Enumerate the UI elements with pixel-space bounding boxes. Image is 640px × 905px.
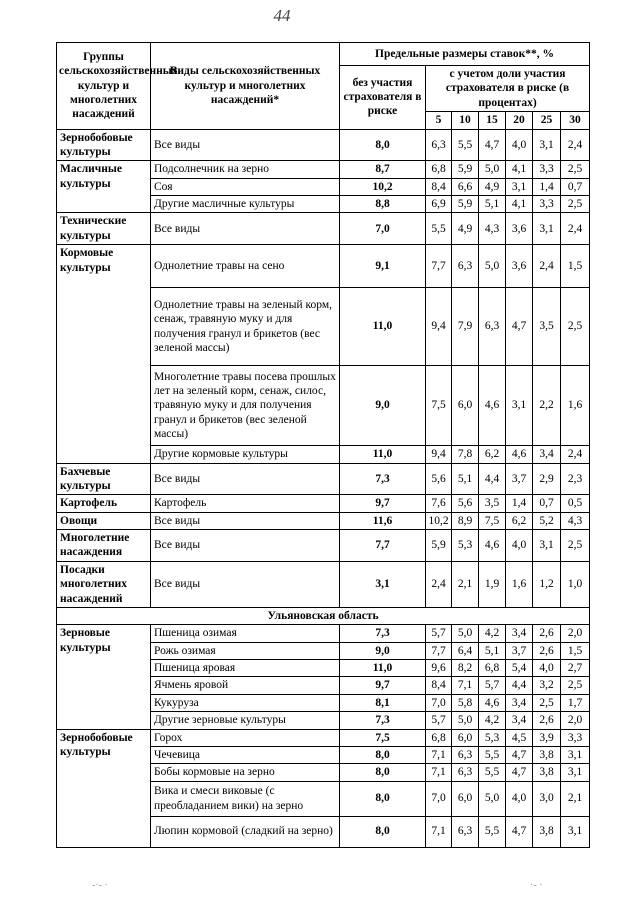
- rate-share-15: 5,5: [479, 816, 506, 847]
- crop-name: Однолетние травы на зеленый корм, сенаж, травяную муку и для получения гранул и брикетов (вес зеленой массы): [151, 288, 340, 366]
- table-row: [57, 161, 590, 178]
- rate-share-5: 9,6: [426, 660, 452, 677]
- rate-share-25: 1,4: [533, 178, 561, 195]
- rate-share-15: 5,1: [479, 196, 506, 213]
- rate-share-5: 5,7: [426, 625, 452, 642]
- rate-share-30: 3,1: [561, 764, 590, 781]
- rate-share-5: 7,7: [426, 642, 452, 659]
- rate-share-20: 5,4: [506, 660, 533, 677]
- base-rate: 3,1: [340, 561, 426, 607]
- header-share-5: 5: [426, 112, 452, 129]
- rate-share-5: 6,8: [426, 161, 452, 178]
- rate-share-10: 5,1: [452, 463, 479, 495]
- rate-share-20: 3,4: [506, 694, 533, 711]
- rate-share-20: 3,6: [506, 213, 533, 245]
- header-share-25: 25: [533, 112, 561, 129]
- rate-share-30: 3,1: [561, 746, 590, 763]
- rate-share-5: 9,4: [426, 288, 452, 366]
- base-rate: 9,7: [340, 495, 426, 512]
- rate-share-20: 3,4: [506, 625, 533, 642]
- rate-share-5: 7,1: [426, 764, 452, 781]
- rate-share-5: 5,7: [426, 712, 452, 729]
- header-base-column: без участия страхователя в риске: [340, 66, 426, 130]
- base-rate: 11,0: [340, 660, 426, 677]
- rate-share-30: 4,3: [561, 512, 590, 529]
- rate-share-25: 3,1: [533, 213, 561, 245]
- rate-share-25: 2,9: [533, 463, 561, 495]
- base-rate: 8,8: [340, 196, 426, 213]
- rate-share-20: 4,7: [506, 288, 533, 366]
- base-rate: 9,0: [340, 642, 426, 659]
- rate-share-15: 6,2: [479, 446, 506, 463]
- base-rate: 8,0: [340, 746, 426, 763]
- rate-share-25: 1,2: [533, 561, 561, 607]
- rate-share-10: 7,8: [452, 446, 479, 463]
- rate-share-5: 6,9: [426, 196, 452, 213]
- rate-share-30: 2,4: [561, 446, 590, 463]
- header-rates-title: Предельные размеры ставок**, %: [340, 43, 590, 66]
- rate-share-20: 3,1: [506, 366, 533, 446]
- rate-share-10: 2,1: [452, 561, 479, 607]
- rate-share-15: 4,4: [479, 463, 506, 495]
- rate-share-30: 2,4: [561, 129, 590, 161]
- rate-share-20: 3,7: [506, 642, 533, 659]
- table-row: [57, 213, 590, 245]
- rate-share-25: 3,0: [533, 781, 561, 816]
- rate-share-30: 1,6: [561, 366, 590, 446]
- rate-share-25: 2,6: [533, 625, 561, 642]
- rate-share-10: 5,9: [452, 161, 479, 178]
- table-row: [57, 561, 590, 607]
- rate-share-5: 7,1: [426, 746, 452, 763]
- rate-share-10: 6,3: [452, 245, 479, 288]
- base-rate: 7,3: [340, 625, 426, 642]
- crop-name: Все виды: [151, 463, 340, 495]
- rate-share-25: 3,1: [533, 530, 561, 562]
- rate-share-30: 1,5: [561, 642, 590, 659]
- crop-name: Горох: [151, 729, 340, 746]
- base-rate: 8,0: [340, 129, 426, 161]
- crop-name: Ячмень яровой: [151, 677, 340, 694]
- rate-share-15: 5,5: [479, 764, 506, 781]
- table-row: [57, 245, 590, 288]
- rate-share-15: 5,0: [479, 245, 506, 288]
- insurance-rates-table: [56, 42, 590, 848]
- rate-share-30: 0,7: [561, 178, 590, 195]
- rate-share-20: 4,5: [506, 729, 533, 746]
- rate-share-10: 4,9: [452, 213, 479, 245]
- crop-name: Рожь озимая: [151, 642, 340, 659]
- rate-share-30: 2,0: [561, 625, 590, 642]
- rate-share-30: 2,3: [561, 463, 590, 495]
- rate-share-20: 3,7: [506, 463, 533, 495]
- rate-share-25: 3,4: [533, 446, 561, 463]
- rate-share-5: 6,8: [426, 729, 452, 746]
- rate-share-30: 2,4: [561, 213, 590, 245]
- rate-share-5: 6,3: [426, 129, 452, 161]
- crop-name: Многолетние травы посева прошлых лет на зеленый корм, сенаж, силос, травяную муку и для получения гранул и брикетов (вес зеленой массы): [151, 366, 340, 446]
- rate-share-10: 6,3: [452, 764, 479, 781]
- rate-share-5: 7,5: [426, 366, 452, 446]
- rate-share-15: 5,0: [479, 161, 506, 178]
- rate-share-25: 3,9: [533, 729, 561, 746]
- rate-share-25: 5,2: [533, 512, 561, 529]
- crop-name: Все виды: [151, 512, 340, 529]
- crop-name: Другие кормовые культуры: [151, 446, 340, 463]
- rate-share-10: 7,9: [452, 288, 479, 366]
- rate-share-30: 1,0: [561, 561, 590, 607]
- rate-share-5: 5,6: [426, 463, 452, 495]
- rate-share-30: 0,5: [561, 495, 590, 512]
- rate-share-25: 3,8: [533, 746, 561, 763]
- rate-share-20: 3,1: [506, 178, 533, 195]
- base-rate: 7,5: [340, 729, 426, 746]
- rate-share-20: 4,7: [506, 764, 533, 781]
- rate-share-5: 7,0: [426, 694, 452, 711]
- rate-share-20: 4,7: [506, 746, 533, 763]
- rate-share-15: 6,3: [479, 288, 506, 366]
- rate-share-10: 6,0: [452, 366, 479, 446]
- rate-share-30: 2,7: [561, 660, 590, 677]
- crop-name: Люпин кормовой (сладкий на зерно): [151, 816, 340, 847]
- table-row: [57, 495, 590, 512]
- rate-share-5: 2,4: [426, 561, 452, 607]
- group-name: Бахчевые культуры: [57, 463, 151, 495]
- base-rate: 9,1: [340, 245, 426, 288]
- rate-share-10: 5,8: [452, 694, 479, 711]
- base-rate: 7,7: [340, 530, 426, 562]
- header-crop-column: Виды сельскохозяйственных культур и многолетних насаждений*: [151, 43, 340, 130]
- crop-name: Все виды: [151, 213, 340, 245]
- base-rate: 8,0: [340, 764, 426, 781]
- rate-share-15: 5,5: [479, 746, 506, 763]
- rate-share-10: 8,2: [452, 660, 479, 677]
- rate-share-10: 7,1: [452, 677, 479, 694]
- table-row: [57, 512, 590, 529]
- base-rate: 9,0: [340, 366, 426, 446]
- rate-share-10: 6,0: [452, 781, 479, 816]
- base-rate: 8,0: [340, 781, 426, 816]
- table-row: [57, 530, 590, 562]
- header-share-10: 10: [452, 112, 479, 129]
- rate-share-30: 2,5: [561, 288, 590, 366]
- rate-share-25: 3,2: [533, 677, 561, 694]
- table-body: [57, 129, 590, 847]
- crop-name: Однолетние травы на сено: [151, 245, 340, 288]
- group-name: Посадки многолетних насаждений: [57, 561, 151, 607]
- base-rate: 11,0: [340, 288, 426, 366]
- page-number: 44: [273, 6, 291, 25]
- rate-share-10: 5,6: [452, 495, 479, 512]
- header-group-column: Группы сельскохозяйственных культур и многолетних насаждений: [57, 43, 151, 130]
- rate-share-10: 5,9: [452, 196, 479, 213]
- group-name: Овощи: [57, 512, 151, 529]
- rate-share-5: 7,6: [426, 495, 452, 512]
- group-name: Зернобобовые культуры: [57, 729, 151, 847]
- base-rate: 11,6: [340, 512, 426, 529]
- rate-share-30: 2,1: [561, 781, 590, 816]
- table-row: [57, 625, 590, 642]
- crop-name: Другие масличные культуры: [151, 196, 340, 213]
- table-row: [57, 129, 590, 161]
- rate-share-30: 2,5: [561, 677, 590, 694]
- crop-name: Пшеница яровая: [151, 660, 340, 677]
- rate-share-15: 4,2: [479, 712, 506, 729]
- rate-share-30: 2,0: [561, 712, 590, 729]
- crop-name: Бобы кормовые на зерно: [151, 764, 340, 781]
- rate-share-20: 4,7: [506, 816, 533, 847]
- header-share-20: 20: [506, 112, 533, 129]
- table-row: [57, 729, 590, 746]
- rate-share-15: 5,0: [479, 781, 506, 816]
- base-rate: 8,1: [340, 694, 426, 711]
- header-share-30: 30: [561, 112, 590, 129]
- rate-share-25: 2,6: [533, 712, 561, 729]
- rate-share-15: 6,8: [479, 660, 506, 677]
- rate-share-25: 4,0: [533, 660, 561, 677]
- rate-share-25: 0,7: [533, 495, 561, 512]
- base-rate: 10,2: [340, 178, 426, 195]
- rate-share-30: 2,5: [561, 161, 590, 178]
- group-name: Технические культуры: [57, 213, 151, 245]
- group-name: Зерновые культуры: [57, 625, 151, 729]
- crop-name: Все виды: [151, 530, 340, 562]
- rate-share-20: 4,0: [506, 129, 533, 161]
- rate-share-10: 5,0: [452, 712, 479, 729]
- rate-share-10: 6,4: [452, 642, 479, 659]
- rate-share-20: 4,6: [506, 446, 533, 463]
- base-rate: 8,0: [340, 816, 426, 847]
- rate-share-15: 1,9: [479, 561, 506, 607]
- group-name: Масличные культуры: [57, 161, 151, 213]
- rate-share-30: 1,5: [561, 245, 590, 288]
- region-title: Ульяновская область: [57, 607, 590, 624]
- rate-share-15: 3,5: [479, 495, 506, 512]
- rate-share-5: 9,4: [426, 446, 452, 463]
- rate-share-10: 6,3: [452, 816, 479, 847]
- crop-name: Подсолнечник на зерно: [151, 161, 340, 178]
- rate-share-15: 4,3: [479, 213, 506, 245]
- header-share-title: с учетом доли участия страхователя в риске (в процентах): [426, 66, 590, 112]
- rate-share-25: 3,8: [533, 816, 561, 847]
- header-share-15: 15: [479, 112, 506, 129]
- crop-name: Все виды: [151, 129, 340, 161]
- rate-share-25: 3,3: [533, 196, 561, 213]
- rate-share-10: 6,0: [452, 729, 479, 746]
- rate-share-30: 1,7: [561, 694, 590, 711]
- rate-share-10: 5,3: [452, 530, 479, 562]
- rate-share-30: 3,1: [561, 816, 590, 847]
- rate-share-25: 2,2: [533, 366, 561, 446]
- group-name: Картофель: [57, 495, 151, 512]
- rate-share-10: 6,6: [452, 178, 479, 195]
- rate-share-10: 5,0: [452, 625, 479, 642]
- rate-share-20: 3,4: [506, 712, 533, 729]
- crop-name: Другие зерновые культуры: [151, 712, 340, 729]
- base-rate: 7,3: [340, 463, 426, 495]
- rate-share-5: 7,0: [426, 781, 452, 816]
- rate-share-5: 8,4: [426, 178, 452, 195]
- region-row: [57, 607, 590, 624]
- scan-mark-left: -·- ·: [92, 880, 108, 891]
- base-rate: 7,0: [340, 213, 426, 245]
- crop-name: Вика и смеси виковые (с преобладанием вики) на зерно: [151, 781, 340, 816]
- rate-share-30: 2,5: [561, 196, 590, 213]
- rate-share-30: 2,5: [561, 530, 590, 562]
- base-rate: 7,3: [340, 712, 426, 729]
- rate-share-5: 7,1: [426, 816, 452, 847]
- rate-share-20: 4,1: [506, 161, 533, 178]
- crop-name: Кукуруза: [151, 694, 340, 711]
- rate-share-25: 3,3: [533, 161, 561, 178]
- rate-share-25: 3,5: [533, 288, 561, 366]
- rate-share-20: 4,1: [506, 196, 533, 213]
- crop-name: Соя: [151, 178, 340, 195]
- rate-share-20: 1,4: [506, 495, 533, 512]
- rate-share-20: 4,4: [506, 677, 533, 694]
- base-rate: 11,0: [340, 446, 426, 463]
- rate-share-5: 7,7: [426, 245, 452, 288]
- rate-share-15: 4,6: [479, 366, 506, 446]
- rate-share-30: 3,3: [561, 729, 590, 746]
- rate-share-5: 5,5: [426, 213, 452, 245]
- rate-share-10: 5,5: [452, 129, 479, 161]
- crop-name: Чечевица: [151, 746, 340, 763]
- rate-share-20: 3,6: [506, 245, 533, 288]
- rate-share-25: 2,6: [533, 642, 561, 659]
- rate-share-25: 2,5: [533, 694, 561, 711]
- crop-name: Все виды: [151, 561, 340, 607]
- rate-share-15: 4,9: [479, 178, 506, 195]
- rate-share-25: 2,4: [533, 245, 561, 288]
- scan-mark-right: ·- ·: [530, 880, 543, 891]
- base-rate: 8,7: [340, 161, 426, 178]
- rate-share-15: 4,6: [479, 530, 506, 562]
- rate-share-15: 4,6: [479, 694, 506, 711]
- rate-share-20: 4,0: [506, 781, 533, 816]
- rate-share-5: 5,9: [426, 530, 452, 562]
- crop-name: Картофель: [151, 495, 340, 512]
- group-name: Кормовые культуры: [57, 245, 151, 463]
- group-name: Многолетние насаждения: [57, 530, 151, 562]
- rate-share-25: 3,1: [533, 129, 561, 161]
- rate-share-10: 6,3: [452, 746, 479, 763]
- rate-share-15: 5,1: [479, 642, 506, 659]
- rate-share-5: 8,4: [426, 677, 452, 694]
- rate-share-15: 5,7: [479, 677, 506, 694]
- rate-share-10: 8,9: [452, 512, 479, 529]
- rate-share-20: 6,2: [506, 512, 533, 529]
- rate-share-20: 4,0: [506, 530, 533, 562]
- rate-share-15: 4,2: [479, 625, 506, 642]
- rate-share-20: 1,6: [506, 561, 533, 607]
- rate-share-15: 5,3: [479, 729, 506, 746]
- group-name: Зернобобовые культуры: [57, 129, 151, 161]
- base-rate: 9,7: [340, 677, 426, 694]
- rate-share-25: 3,8: [533, 764, 561, 781]
- rate-share-15: 7,5: [479, 512, 506, 529]
- crop-name: Пшеница озимая: [151, 625, 340, 642]
- table-row: [57, 463, 590, 495]
- rate-share-5: 10,2: [426, 512, 452, 529]
- rate-share-15: 4,7: [479, 129, 506, 161]
